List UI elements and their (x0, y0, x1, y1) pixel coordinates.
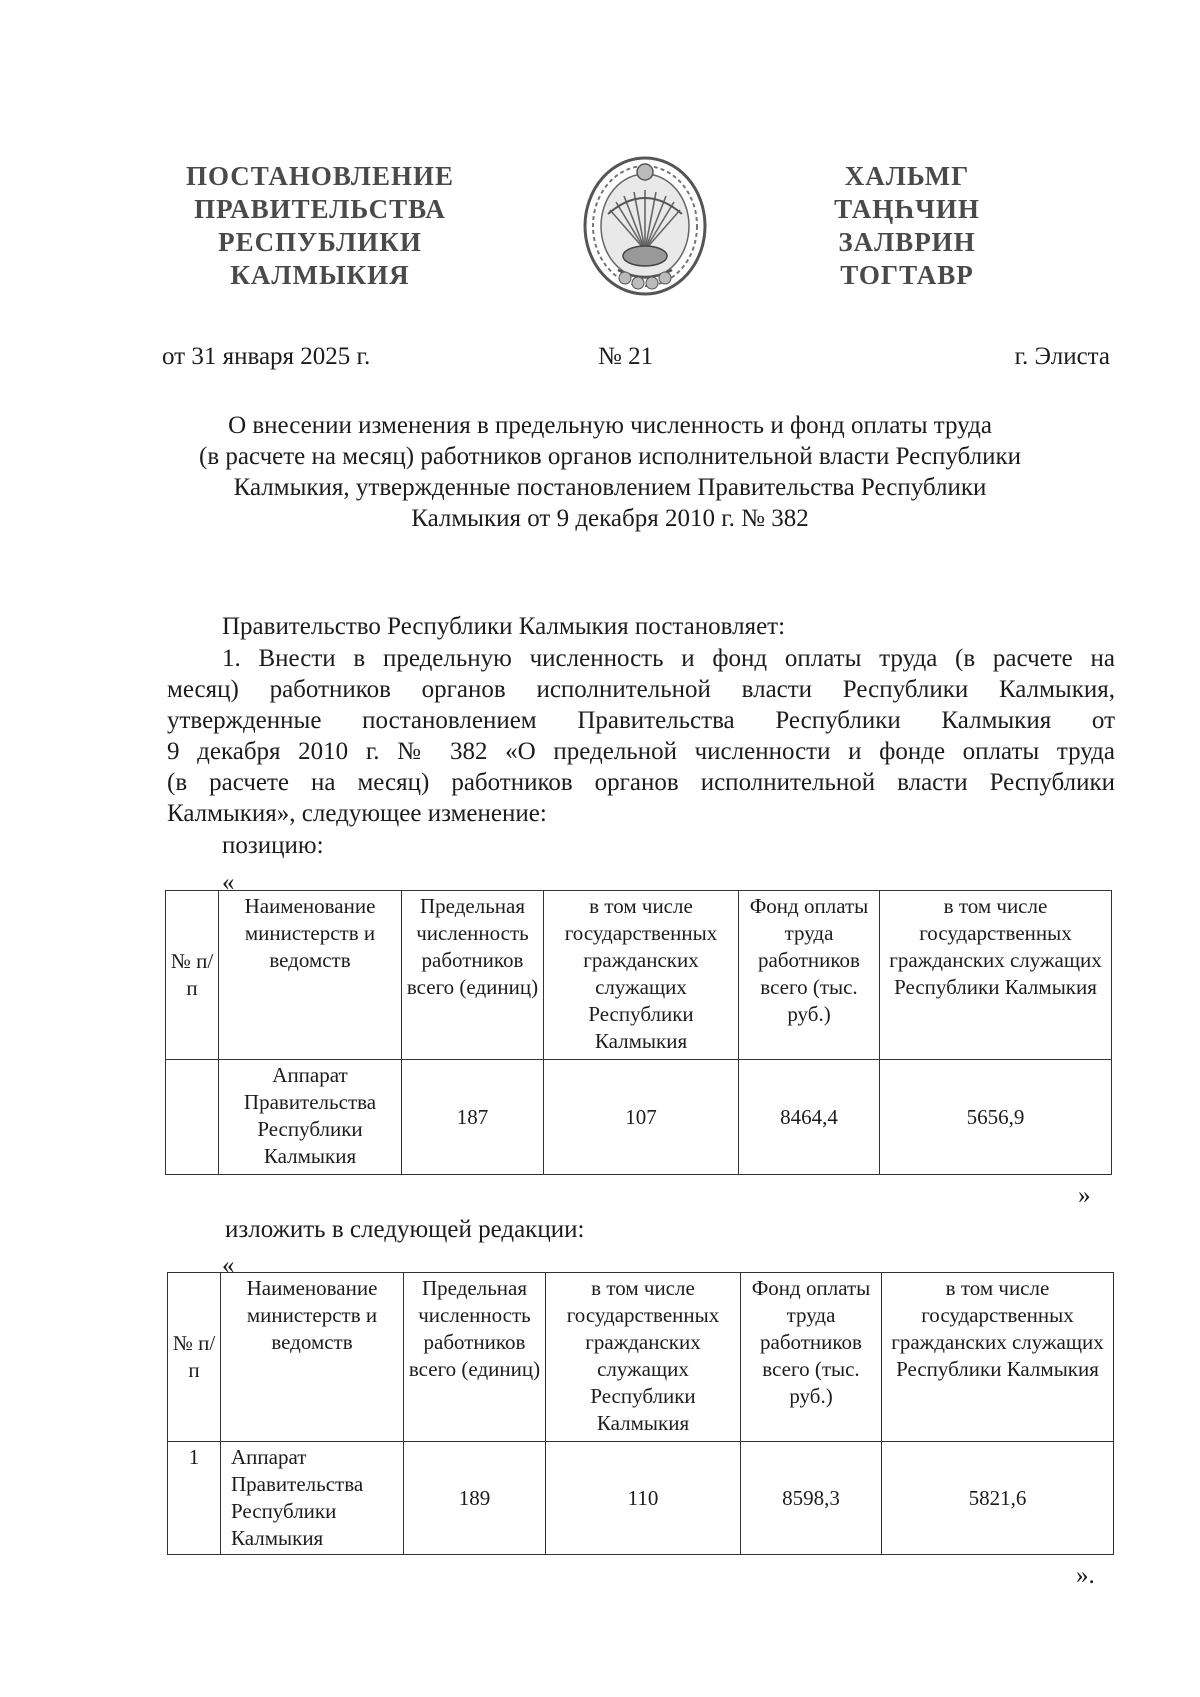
close-quote: » (1078, 1182, 1091, 1209)
document-number: № 21 (598, 343, 654, 370)
document-title (150, 410, 1070, 534)
header-num: № п/п (166, 891, 219, 1060)
header-right (812, 160, 1002, 292)
header-left-line: КАЛМЫКИЯ (230, 260, 410, 290)
table-header-row (166, 891, 1112, 1060)
cell-name: Аппарат Правительства Республики Калмыкия (219, 1060, 402, 1175)
position-table-new (167, 1272, 1114, 1555)
header-right-line: ЗАЛВРИН (838, 227, 976, 257)
cell-num (166, 1060, 219, 1175)
coat-of-arms-emblem (580, 152, 710, 300)
item-1-line: месяц) работников органов исполнительной власти Республики Калмыкия, (167, 676, 1115, 703)
header-left-line: РЕСПУБЛИКИ (218, 227, 422, 257)
close-quote-2: ». (1076, 1562, 1095, 1589)
header-left (165, 160, 475, 292)
cell-fund-civil: 5821,6 (882, 1442, 1114, 1555)
title-line: О внесении изменения в предельную численность и фонд оплаты труда (228, 412, 992, 439)
header-civil: в том числе государственных гражданских служащих Республики Калмыкия (544, 891, 739, 1060)
item-1-line: 1. Внести в предельную численность и фонд оплаты труда (в расчете на (222, 645, 1115, 672)
header-fund: Фонд оплаты труда работников всего (тыс. руб.) (739, 891, 880, 1060)
cell-num: 1 (168, 1442, 221, 1555)
open-quote-2: « (222, 1252, 235, 1279)
header-name: Наименование министерств и ведомств (219, 891, 402, 1060)
cell-fund: 8598,3 (741, 1442, 882, 1555)
header-left-line: ПРАВИТЕЛЬСТВА (194, 194, 446, 224)
cell-civil: 110 (546, 1442, 741, 1555)
header-right-line: ХАЛЬМГ (844, 161, 970, 191)
header-left-line: ПОСТАНОВЛЕНИЕ (185, 161, 455, 191)
item-1-line: 9 декабря 2010 г. № 382 «О предельной численности и фонде оплаты труда (167, 738, 1115, 765)
document-date: от 31 января 2025 г. (162, 343, 371, 370)
title-line: (в расчете на месяц) работников органов исполнительной власти Республики (199, 443, 1021, 470)
item-1-line: (в расчете на месяц) работников органов исполнительной власти Республики (167, 769, 1115, 796)
cell-fund: 8464,4 (739, 1060, 880, 1175)
intro-paragraph: Правительство Республики Калмыкия постановляет: (222, 613, 786, 640)
item-1-line: утвержденные постановлением Правительства Республики Калмыкия от (167, 707, 1115, 734)
header-num: № п/п (168, 1273, 221, 1442)
restate-label: изложить в следующей редакции: (225, 1216, 585, 1243)
header-right-line: ТАҢҺЧИН (834, 194, 980, 224)
header-limit: Предельная численность работников всего (единиц) (402, 891, 544, 1060)
title-line: Калмыкия от 9 декабря 2010 г. № 382 (411, 505, 809, 532)
title-line: Калмыкия, утвержденные постановлением Правительства Республики (233, 474, 987, 501)
header-fund-civil: в том числе государственных гражданских служащих Республики Калмыкия (882, 1273, 1114, 1442)
header-fund-civil: в том числе государственных гражданских служащих Республики Калмыкия (880, 891, 1112, 1060)
cell-civil: 107 (544, 1060, 739, 1175)
table-header-row (168, 1273, 1114, 1442)
document-city: г. Элиста (1014, 343, 1110, 370)
header-right-line: ТОГТАВР (840, 260, 974, 290)
position-table-old (165, 890, 1112, 1175)
header-limit: Предельная численность работников всего (единиц) (404, 1273, 546, 1442)
cell-fund-civil: 5656,9 (880, 1060, 1112, 1175)
cell-limit: 189 (404, 1442, 546, 1555)
table-row (168, 1442, 1114, 1555)
header-name: Наименование министерств и ведомств (221, 1273, 404, 1442)
position-label: позицию: (222, 832, 324, 859)
emblem-icon (580, 152, 710, 300)
table-row (166, 1060, 1112, 1175)
item-1-line: Калмыкия», следующее изменение: (167, 800, 547, 827)
header-fund: Фонд оплаты труда работников всего (тыс. руб.) (741, 1273, 882, 1442)
item-1-paragraph (167, 643, 1115, 829)
open-quote: « (222, 869, 235, 896)
cell-name: Аппарат Правительства Республики Калмыкия (221, 1442, 404, 1555)
cell-limit: 187 (402, 1060, 544, 1175)
header-civil: в том числе государственных гражданских служащих Республики Калмыкия (546, 1273, 741, 1442)
